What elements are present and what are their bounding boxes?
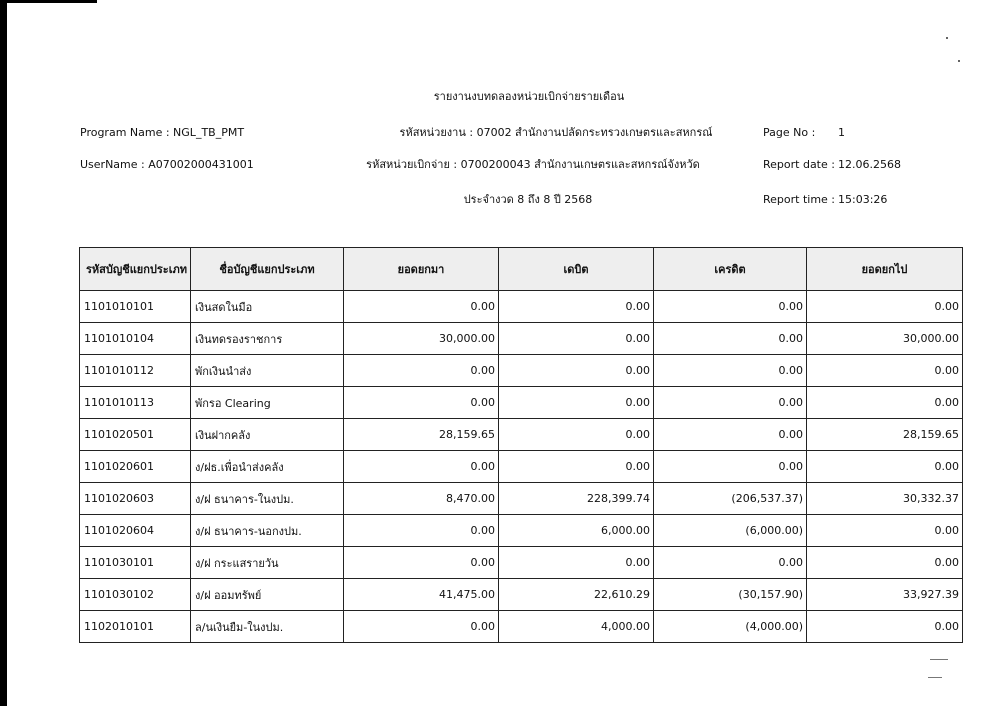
debit-cell: 0.00 — [499, 451, 654, 483]
closing-balance-cell: 28,159.65 — [807, 419, 963, 451]
closing-balance-cell: 0.00 — [807, 611, 963, 643]
report-time-value: 15:03:26 — [838, 193, 888, 206]
account-name-cell: เงินสดในมือ — [191, 291, 344, 323]
opening-balance-cell: 8,470.00 — [344, 483, 499, 515]
report-time-label: Report time : — [763, 193, 836, 206]
account-code-cell: 1101010113 — [80, 387, 191, 419]
account-code-cell: 1102010101 — [80, 611, 191, 643]
table-row — [80, 579, 963, 611]
opening-balance-cell: 28,159.65 — [344, 419, 499, 451]
table-row — [80, 515, 963, 547]
report-title: รายงานงบทดลองหน่วยเบิกจ่ายรายเดือน — [433, 90, 625, 103]
report-period: ประจำงวด 8 ถึง 8 ปี 2568 — [463, 193, 593, 206]
credit-cell: 0.00 — [654, 291, 807, 323]
header-account-code: รหัสบัญชีแยกประเภท — [80, 248, 191, 291]
opening-balance-cell: 30,000.00 — [344, 323, 499, 355]
report-date-label: Report date : — [763, 158, 835, 171]
header-closing-balance: ยอดยกไป — [807, 248, 963, 291]
account-name-cell: พักรอ Clearing — [191, 387, 344, 419]
debit-cell: 0.00 — [499, 355, 654, 387]
credit-cell: 0.00 — [654, 419, 807, 451]
debit-cell: 0.00 — [499, 387, 654, 419]
header-credit: เครดิต — [654, 248, 807, 291]
account-code-cell: 1101030102 — [80, 579, 191, 611]
trial-balance-table — [79, 247, 963, 643]
scan-mark — [928, 677, 942, 678]
account-code-cell: 1101020604 — [80, 515, 191, 547]
table-row — [80, 547, 963, 579]
agency-code: รหัสหน่วยงาน : 07002 สำนักงานปลัดกระทรวงเกษตรและสหกรณ์ — [399, 126, 713, 139]
table-row — [80, 355, 963, 387]
table-row — [80, 419, 963, 451]
table-body — [80, 291, 963, 643]
closing-balance-cell: 0.00 — [807, 515, 963, 547]
user-name: UserName : A07002000431001 — [80, 158, 254, 171]
credit-cell: (30,157.90) — [654, 579, 807, 611]
opening-balance-cell: 0.00 — [344, 515, 499, 547]
debit-cell: 6,000.00 — [499, 515, 654, 547]
closing-balance-cell: 33,927.39 — [807, 579, 963, 611]
table-header — [80, 248, 963, 291]
table-row — [80, 611, 963, 643]
debit-cell: 0.00 — [499, 547, 654, 579]
opening-balance-cell: 0.00 — [344, 355, 499, 387]
opening-balance-cell: 0.00 — [344, 451, 499, 483]
table-row — [80, 291, 963, 323]
account-name-cell: ง/ฝ ออมทรัพย์ — [191, 579, 344, 611]
opening-balance-cell: 41,475.00 — [344, 579, 499, 611]
scan-edge — [0, 0, 97, 3]
debit-cell: 22,610.29 — [499, 579, 654, 611]
credit-cell: 0.00 — [654, 323, 807, 355]
table-row — [80, 387, 963, 419]
opening-balance-cell: 0.00 — [344, 611, 499, 643]
closing-balance-cell: 30,332.37 — [807, 483, 963, 515]
credit-cell: (206,537.37) — [654, 483, 807, 515]
credit-cell: 0.00 — [654, 355, 807, 387]
account-name-cell: พักเงินนำส่ง — [191, 355, 344, 387]
header-opening-balance: ยอดยกมา — [344, 248, 499, 291]
scan-mark — [930, 659, 948, 660]
account-name-cell: ง/ฝ กระแสรายวัน — [191, 547, 344, 579]
table-row — [80, 483, 963, 515]
account-code-cell: 1101020603 — [80, 483, 191, 515]
closing-balance-cell: 0.00 — [807, 355, 963, 387]
account-code-cell: 1101010112 — [80, 355, 191, 387]
account-code-cell: 1101020601 — [80, 451, 191, 483]
account-code-cell: 1101020501 — [80, 419, 191, 451]
closing-balance-cell: 0.00 — [807, 547, 963, 579]
account-code-cell: 1101010104 — [80, 323, 191, 355]
credit-cell: (6,000.00) — [654, 515, 807, 547]
disbursing-unit: รหัสหน่วยเบิกจ่าย : 0700200043 สำนักงานเกษตรและสหกรณ์จังหวัด — [366, 158, 700, 171]
credit-cell: 0.00 — [654, 387, 807, 419]
account-name-cell: ง/ฝ ธนาคาร-ในงปม. — [191, 483, 344, 515]
header-row — [80, 248, 963, 291]
debit-cell: 4,000.00 — [499, 611, 654, 643]
account-name-cell: ล/นเงินยืม-ในงปม. — [191, 611, 344, 643]
debit-cell: 0.00 — [499, 291, 654, 323]
account-name-cell: ง/ฝ ธนาคาร-นอกงปม. — [191, 515, 344, 547]
credit-cell: 0.00 — [654, 451, 807, 483]
account-name-cell: เงินฝากคลัง — [191, 419, 344, 451]
opening-balance-cell: 0.00 — [344, 387, 499, 419]
account-name-cell: ง/ฝธ.เพื่อนำส่งคลัง — [191, 451, 344, 483]
credit-cell: (4,000.00) — [654, 611, 807, 643]
debit-cell: 0.00 — [499, 419, 654, 451]
scan-speck — [958, 60, 960, 62]
scan-speck — [946, 37, 948, 39]
table-row — [80, 451, 963, 483]
header-account-name: ชื่อบัญชีแยกประเภท — [191, 248, 344, 291]
page-no-label: Page No : — [763, 126, 816, 139]
credit-cell: 0.00 — [654, 547, 807, 579]
program-name: Program Name : NGL_TB_PMT — [80, 126, 245, 139]
account-code-cell: 1101010101 — [80, 291, 191, 323]
opening-balance-cell: 0.00 — [344, 291, 499, 323]
report-date-value: 12.06.2568 — [838, 158, 901, 171]
account-code-cell: 1101030101 — [80, 547, 191, 579]
table-row — [80, 323, 963, 355]
scan-edge — [0, 0, 7, 706]
closing-balance-cell: 0.00 — [807, 291, 963, 323]
account-name-cell: เงินทดรองราชการ — [191, 323, 344, 355]
closing-balance-cell: 0.00 — [807, 387, 963, 419]
debit-cell: 0.00 — [499, 323, 654, 355]
closing-balance-cell: 30,000.00 — [807, 323, 963, 355]
page-no-value: 1 — [838, 126, 845, 139]
opening-balance-cell: 0.00 — [344, 547, 499, 579]
closing-balance-cell: 0.00 — [807, 451, 963, 483]
debit-cell: 228,399.74 — [499, 483, 654, 515]
header-debit: เดบิต — [499, 248, 654, 291]
